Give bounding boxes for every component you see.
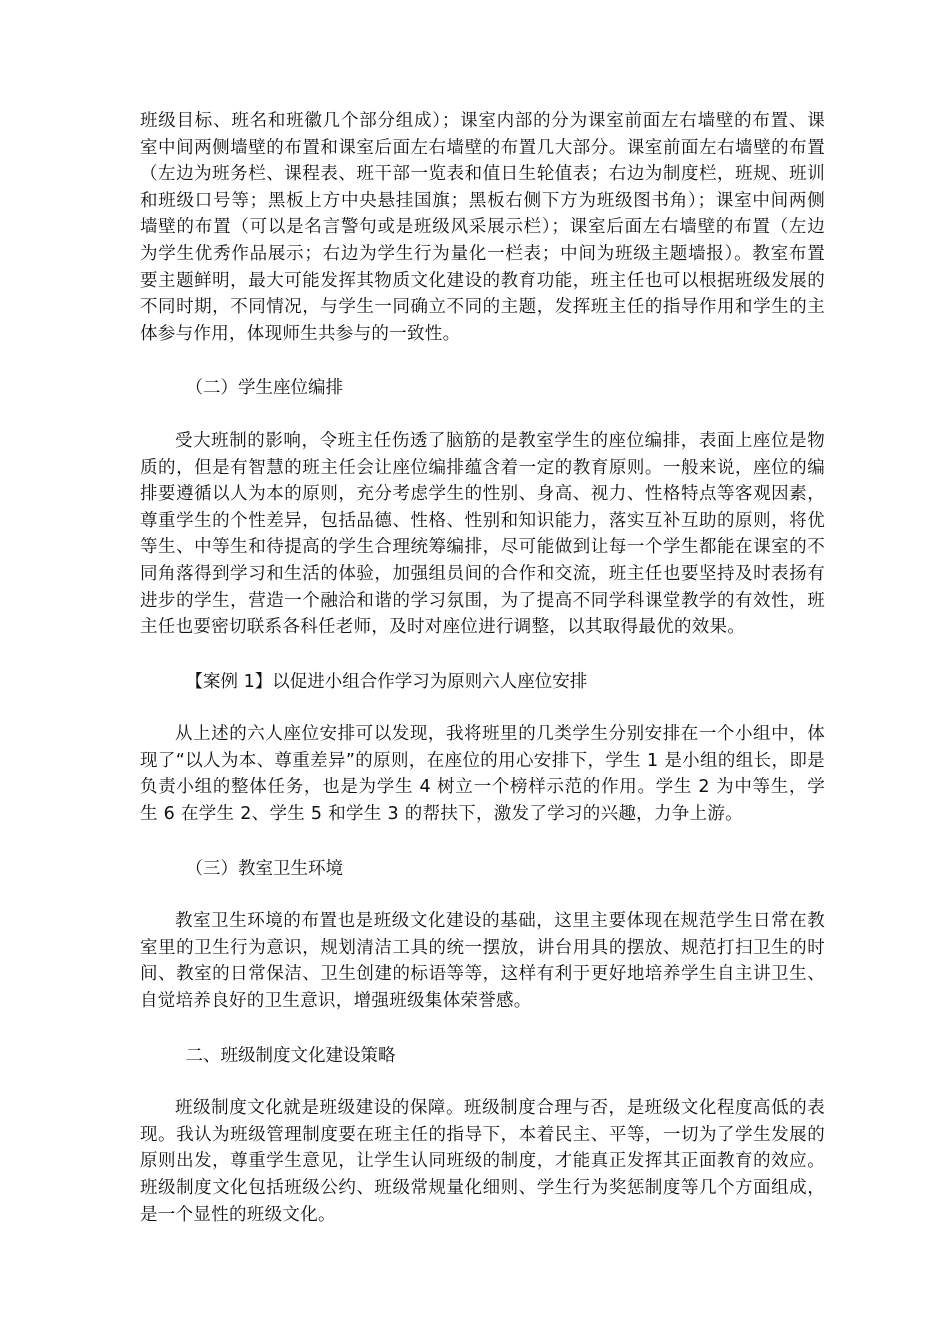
document-page — [140, 108, 825, 1228]
paragraph-classroom-layout: 班级目标、班名和班徽几个部分组成）；课室内部的分为课室前面左右墙壁的布置、课室中间两侧墙壁的布置和课室后面左右墙壁的布置几大部分。课室前面左右墙壁的布置（左边为班务栏、课程表、班干部一览表和值日生轮值表；右边为制度栏，班规、班训和班级口号等；黑板上方中央悬挂国旗；黑板右侧下方为班级图书角）；课室中间两侧墙壁的布置（可以是名言警句或是班级风采展示栏）；课室后面左右墙壁的布置（左边为学生优秀作品展示；右边为学生行为量化一栏表；中间为班级主题墙报）。教室布置要主题鲜明，最大可能发挥其物质文化建设的教育功能，班主任也可以根据班级发展的不同时期，不同情况，与学生一同确立不同的主题，发挥班主任的指导作用和学生的主体参与作用，体现师生共参与的一致性。 — [140, 111, 825, 344]
section-heading-system-culture: 二、班级制度文化建设策略 — [185, 1045, 396, 1066]
paragraph-system-culture: 班级制度文化就是班级建设的保障。班级制度合理与否，是班级文化程度高低的表现。我认为班级管理制度要在班主任的指导下，本着民主、平等，一切为了学生发展的原则出发，尊重学生意见，让学生认同班级的制度，才能真正发挥其正面教育的效应。班级制度文化包括班级公约、班级常规量化细则、学生行为奖惩制度等几个方面组成，是一个显性的班级文化。 — [140, 1098, 825, 1225]
paragraph-case: 从上述的六人座位安排可以发现，我将班里的几类学生分别安排在一个小组中，体现了“以人为本、尊重差异”的原则，在座位的用心安排下，学生 1 是小组的组长，即是负责小组的整体任务，也是为学生 4 树立一个榜样示范的作用。学生 2 为中等生，学生 6 在学生 2、学生 5 和学生 3 的帮扶下，激发了学习的兴趣，力争上游。 — [140, 724, 825, 825]
paragraph-seating: 受大班制的影响，令班主任伤透了脑筋的是教室学生的座位编排，表面上座位是物质的，但是有智慧的班主任会让座位编排蕴含着一定的教育原则。一般来说，座位的编排要遵循以人为本的原则，充分考虑学生的性别、身高、视力、性格特点等客观因素，尊重学生的个性差异，包括品德、性格、性别和知识能力，落实互补互助的原则，将优等生、中等生和待提高的学生合理统筹编排，尽可能做到让每一个学生都能在课室的不同角落得到学习和生活的体验，加强组员间的合作和交流，班主任也要坚持及时表扬有进步的学生，营造一个融洽和谐的学习氛围，为了提高不同学科课堂教学的有效性，班主任也要密切联系各科任老师，及时对座位进行调整，以其取得最优的效果。 — [140, 430, 825, 638]
case-heading: 【案例 1】以促进小组合作学习为原则六人座位安排 — [185, 671, 588, 692]
paragraph-hygiene: 教室卫生环境的布置也是班级文化建设的基础，这里主要体现在规范学生日常在教室里的卫生行为意识，规划清洁工具的统一摆放，讲台用具的摆放、规范打扫卫生的时间、教室的日常保洁、卫生创建的标语等等，这样有利于更好地培养学生自主讲卫生、自觉培养良好的卫生意识，增强班级集体荣誉感。 — [140, 911, 825, 1012]
section-heading-seating: （二）学生座位编排 — [185, 378, 343, 399]
section-heading-hygiene: （三）教室卫生环境 — [185, 858, 343, 879]
